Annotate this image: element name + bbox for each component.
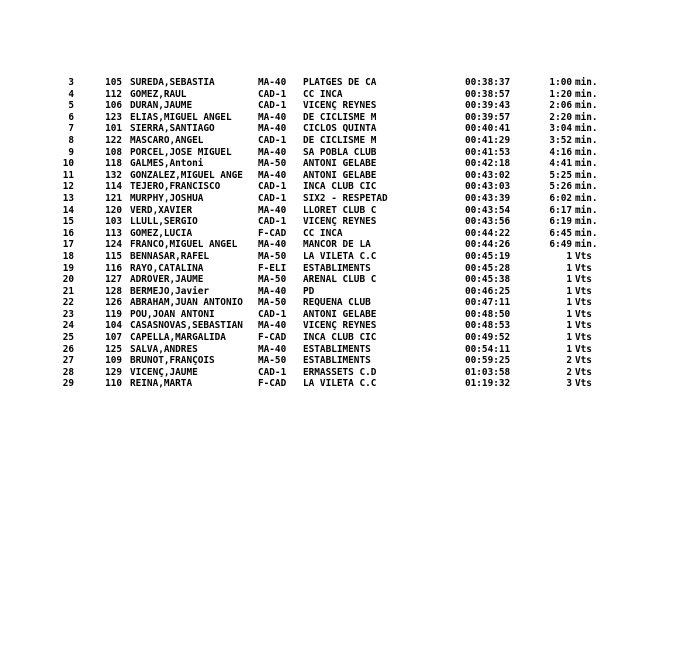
category-cell: MA-50: [258, 250, 287, 262]
finish-time-cell: 00:48:50: [465, 308, 511, 320]
bib-number-cell: 103: [105, 216, 122, 228]
rider-name-cell: VICENÇ,JAUME: [130, 366, 198, 378]
result-row: [0, 112, 673, 124]
finish-time-cell: 00:54:11: [465, 343, 511, 355]
rider-name-cell: SIERRA,SANTIAGO: [130, 123, 215, 135]
club-cell: LLORET CLUB C: [303, 204, 377, 216]
result-row: [0, 158, 673, 170]
rider-name-cell: REINA,MARTA: [130, 378, 193, 390]
gap-unit-cell: min.: [575, 123, 598, 135]
position-cell: 15: [62, 216, 74, 228]
club-cell: SA POBLA CLUB: [303, 146, 377, 158]
finish-time-cell: 00:39:43: [465, 100, 511, 112]
gap-cell: 1: [566, 262, 572, 274]
bib-number-cell: 116: [105, 262, 122, 274]
rider-name-cell: LLULL,SERGIO: [130, 216, 198, 228]
bib-number-cell: 106: [105, 100, 122, 112]
bib-number-cell: 107: [105, 332, 122, 344]
category-cell: CAD-1: [258, 308, 287, 320]
result-row: [0, 286, 673, 298]
gap-unit-cell: Vts: [575, 274, 592, 286]
bib-number-cell: 119: [105, 308, 122, 320]
position-cell: 20: [62, 274, 74, 286]
gap-cell: 5:25: [549, 169, 572, 181]
rider-name-cell: ABRAHAM,JUAN ANTONIO: [130, 297, 243, 309]
club-cell: DE CICLISME M: [303, 134, 377, 146]
finish-time-cell: 00:43:56: [465, 216, 511, 228]
position-cell: 6: [68, 111, 74, 123]
rider-name-cell: CAPELLA,MARGALIDA: [130, 332, 226, 344]
rider-name-cell: SUREDA,SEBASTIA: [130, 77, 215, 88]
finish-time-cell: 00:38:37: [465, 77, 511, 88]
category-cell: MA-50: [258, 355, 287, 367]
category-cell: MA-40: [258, 169, 287, 181]
club-cell: ESTABLIMENTS: [303, 343, 371, 355]
gap-unit-cell: min.: [575, 227, 598, 239]
bib-number-cell: 105: [105, 77, 122, 88]
result-row: [0, 100, 673, 112]
gap-cell: 6:49: [549, 239, 572, 251]
bib-number-cell: 110: [105, 378, 122, 390]
gap-cell: 4:41: [549, 158, 572, 170]
bib-number-cell: 112: [105, 88, 122, 100]
gap-cell: 2: [566, 355, 572, 367]
rider-name-cell: FRANCO,MIGUEL ANGEL: [130, 239, 238, 251]
gap-unit-cell: Vts: [575, 378, 592, 390]
bib-number-cell: 118: [105, 158, 122, 170]
gap-unit-cell: min.: [575, 239, 598, 251]
gap-unit-cell: Vts: [575, 366, 592, 378]
position-cell: 12: [62, 181, 74, 193]
gap-unit-cell: Vts: [575, 262, 592, 274]
result-row: [0, 251, 673, 263]
bib-number-cell: 125: [105, 343, 122, 355]
club-cell: LA VILETA C.C: [303, 378, 377, 390]
rider-name-cell: GONZALEZ,MIGUEL ANGE: [130, 169, 243, 181]
club-cell: ESTABLIMENTS: [303, 262, 371, 274]
bib-number-cell: 109: [105, 355, 122, 367]
gap-unit-cell: Vts: [575, 343, 592, 355]
club-cell: ANTONI GELABE: [303, 158, 377, 170]
gap-cell: 5:26: [549, 181, 572, 193]
result-row: [0, 332, 673, 344]
rider-name-cell: PORCEL,JOSE MIGUEL: [130, 146, 232, 158]
finish-time-cell: 00:49:52: [465, 332, 511, 344]
gap-cell: 6:02: [549, 192, 572, 204]
bib-number-cell: 104: [105, 320, 122, 332]
gap-unit-cell: min.: [575, 192, 598, 204]
results-list: [0, 77, 673, 390]
category-cell: F-CAD: [258, 378, 287, 390]
finish-time-cell: 01:03:58: [465, 366, 511, 378]
result-row: [0, 181, 673, 193]
position-cell: 21: [62, 285, 74, 297]
category-cell: MA-40: [258, 146, 287, 158]
position-cell: 18: [62, 250, 74, 262]
bib-number-cell: 108: [105, 146, 122, 158]
gap-unit-cell: min.: [575, 216, 598, 228]
gap-cell: 3: [566, 378, 572, 390]
result-row: [0, 228, 673, 240]
rider-name-cell: SALVA,ANDRES: [130, 343, 198, 355]
category-cell: MA-40: [258, 239, 287, 251]
result-row: [0, 344, 673, 356]
result-row: [0, 274, 673, 286]
result-row: [0, 239, 673, 251]
club-cell: VICENÇ REYNES: [303, 216, 377, 228]
category-cell: F-CAD: [258, 227, 287, 239]
category-cell: MA-40: [258, 77, 287, 88]
rider-name-cell: ELIAS,MIGUEL ANGEL: [130, 111, 232, 123]
position-cell: 25: [62, 332, 74, 344]
position-cell: 10: [62, 158, 74, 170]
finish-time-cell: 00:43:54: [465, 204, 511, 216]
finish-time-cell: 00:45:19: [465, 250, 511, 262]
result-row: [0, 170, 673, 182]
club-cell: CICLOS QUINTA: [303, 123, 377, 135]
finish-time-cell: 00:42:18: [465, 158, 511, 170]
club-cell: MANCOR DE LA: [303, 239, 371, 251]
result-row: [0, 309, 673, 321]
finish-time-cell: 00:47:11: [465, 297, 511, 309]
bib-number-cell: 128: [105, 285, 122, 297]
finish-time-cell: 00:39:57: [465, 111, 511, 123]
position-cell: 29: [62, 378, 74, 390]
gap-unit-cell: min.: [575, 146, 598, 158]
result-row: [0, 89, 673, 101]
rider-name-cell: DURAN,JAUME: [130, 100, 193, 112]
gap-unit-cell: Vts: [575, 320, 592, 332]
position-cell: 27: [62, 355, 74, 367]
bib-number-cell: 113: [105, 227, 122, 239]
rider-name-cell: TEJERO,FRANCISCO: [130, 181, 221, 193]
finish-time-cell: 01:19:32: [465, 378, 511, 390]
finish-time-cell: 00:41:29: [465, 134, 511, 146]
position-cell: 17: [62, 239, 74, 251]
gap-unit-cell: Vts: [575, 250, 592, 262]
category-cell: CAD-1: [258, 216, 287, 228]
club-cell: CC INCA: [303, 88, 343, 100]
category-cell: CAD-1: [258, 366, 287, 378]
gap-unit-cell: Vts: [575, 308, 592, 320]
category-cell: MA-40: [258, 320, 287, 332]
club-cell: PD: [303, 285, 315, 297]
gap-unit-cell: min.: [575, 204, 598, 216]
finish-time-cell: 00:38:57: [465, 88, 511, 100]
gap-cell: 1: [566, 250, 572, 262]
bib-number-cell: 120: [105, 204, 122, 216]
position-cell: 8: [68, 134, 74, 146]
finish-time-cell: 00:44:22: [465, 227, 511, 239]
rider-name-cell: MURPHY,JOSHUA: [130, 192, 204, 204]
gap-unit-cell: min.: [575, 111, 598, 123]
gap-unit-cell: min.: [575, 134, 598, 146]
position-cell: 16: [62, 227, 74, 239]
bib-number-cell: 114: [105, 181, 122, 193]
bib-number-cell: 124: [105, 239, 122, 251]
result-row: [0, 135, 673, 147]
gap-unit-cell: min.: [575, 158, 598, 170]
gap-cell: 1: [566, 308, 572, 320]
result-row: [0, 205, 673, 217]
position-cell: 7: [68, 123, 74, 135]
position-cell: 5: [68, 100, 74, 112]
category-cell: F-ELI: [258, 262, 287, 274]
category-cell: CAD-1: [258, 88, 287, 100]
rider-name-cell: VERD,XAVIER: [130, 204, 193, 216]
gap-cell: 2:06: [549, 100, 572, 112]
gap-cell: 1:00: [549, 77, 572, 88]
rider-name-cell: POU,JOAN ANTONI: [130, 308, 215, 320]
club-cell: ANTONI GELABE: [303, 308, 377, 320]
finish-time-cell: 00:41:53: [465, 146, 511, 158]
finish-time-cell: 00:48:53: [465, 320, 511, 332]
bib-number-cell: 127: [105, 274, 122, 286]
gap-unit-cell: min.: [575, 77, 598, 88]
gap-cell: 1: [566, 297, 572, 309]
gap-cell: 3:52: [549, 134, 572, 146]
club-cell: CC INCA: [303, 227, 343, 239]
club-cell: ANTONI GELABE: [303, 169, 377, 181]
rider-name-cell: BRUNOT,FRANÇOIS: [130, 355, 215, 367]
club-cell: REQUENA CLUB: [303, 297, 371, 309]
finish-time-cell: 00:45:38: [465, 274, 511, 286]
finish-time-cell: 00:46:25: [465, 285, 511, 297]
position-cell: 14: [62, 204, 74, 216]
position-cell: 24: [62, 320, 74, 332]
result-row: [0, 297, 673, 309]
rider-name-cell: BERMEJO,Javier: [130, 285, 210, 297]
position-cell: 11: [62, 169, 74, 181]
category-cell: MA-40: [258, 343, 287, 355]
rider-name-cell: GOMEZ,LUCIA: [130, 227, 193, 239]
category-cell: MA-40: [258, 123, 287, 135]
position-cell: 22: [62, 297, 74, 309]
position-cell: 26: [62, 343, 74, 355]
gap-cell: 1: [566, 285, 572, 297]
category-cell: CAD-1: [258, 134, 287, 146]
gap-cell: 6:45: [549, 227, 572, 239]
position-cell: 4: [68, 88, 74, 100]
result-row: [0, 263, 673, 275]
category-cell: MA-50: [258, 274, 287, 286]
club-cell: PLATGES DE CA: [303, 77, 377, 88]
finish-time-cell: 00:40:41: [465, 123, 511, 135]
gap-cell: 1: [566, 332, 572, 344]
gap-cell: 6:17: [549, 204, 572, 216]
rider-name-cell: MASCARO,ANGEL: [130, 134, 204, 146]
gap-cell: 3:04: [549, 123, 572, 135]
category-cell: CAD-1: [258, 181, 287, 193]
gap-cell: 2: [566, 366, 572, 378]
result-row: [0, 320, 673, 332]
bib-number-cell: 115: [105, 250, 122, 262]
rider-name-cell: GALMES,Antoni: [130, 158, 204, 170]
bib-number-cell: 126: [105, 297, 122, 309]
club-cell: INCA CLUB CIC: [303, 181, 377, 193]
bib-number-cell: 132: [105, 169, 122, 181]
gap-cell: 1: [566, 274, 572, 286]
result-row: [0, 193, 673, 205]
category-cell: F-CAD: [258, 332, 287, 344]
result-row: [0, 367, 673, 379]
club-cell: ESTABLIMENTS: [303, 355, 371, 367]
rider-name-cell: ADROVER,JAUME: [130, 274, 204, 286]
finish-time-cell: 00:43:39: [465, 192, 511, 204]
gap-cell: 1: [566, 320, 572, 332]
bib-number-cell: 101: [105, 123, 122, 135]
category-cell: CAD-1: [258, 192, 287, 204]
club-cell: VICENÇ REYNES: [303, 320, 377, 332]
gap-unit-cell: Vts: [575, 332, 592, 344]
category-cell: MA-50: [258, 158, 287, 170]
position-cell: 9: [68, 146, 74, 158]
club-cell: ARENAL CLUB C: [303, 274, 377, 286]
position-cell: 19: [62, 262, 74, 274]
gap-unit-cell: Vts: [575, 355, 592, 367]
gap-unit-cell: Vts: [575, 285, 592, 297]
club-cell: DE CICLISME M: [303, 111, 377, 123]
result-row: [0, 123, 673, 135]
position-cell: 28: [62, 366, 74, 378]
finish-time-cell: 00:59:25: [465, 355, 511, 367]
bib-number-cell: 122: [105, 134, 122, 146]
finish-time-cell: 00:43:03: [465, 181, 511, 193]
club-cell: SIX2 - RESPETAD: [303, 192, 388, 204]
category-cell: MA-50: [258, 297, 287, 309]
gap-unit-cell: min.: [575, 100, 598, 112]
result-row: [0, 355, 673, 367]
gap-cell: 2:20: [549, 111, 572, 123]
gap-unit-cell: min.: [575, 169, 598, 181]
club-cell: LA VILETA C.C: [303, 250, 377, 262]
result-row: [0, 147, 673, 159]
rider-name-cell: BENNASAR,RAFEL: [130, 250, 210, 262]
gap-cell: 6:19: [549, 216, 572, 228]
category-cell: CAD-1: [258, 100, 287, 112]
bib-number-cell: 121: [105, 192, 122, 204]
category-cell: MA-40: [258, 204, 287, 216]
gap-cell: 1: [566, 343, 572, 355]
club-cell: ERMASSETS C.D: [303, 366, 377, 378]
bib-number-cell: 123: [105, 111, 122, 123]
gap-cell: 4:16: [549, 146, 572, 158]
finish-time-cell: 00:43:02: [465, 169, 511, 181]
finish-time-cell: 00:45:28: [465, 262, 511, 274]
position-cell: 23: [62, 308, 74, 320]
rider-name-cell: RAYO,CATALINA: [130, 262, 204, 274]
result-row: [0, 378, 673, 390]
position-cell: 3: [68, 77, 74, 88]
position-cell: 13: [62, 192, 74, 204]
gap-unit-cell: Vts: [575, 297, 592, 309]
result-row: [0, 77, 673, 89]
gap-cell: 1:20: [549, 88, 572, 100]
rider-name-cell: GOMEZ,RAUL: [130, 88, 187, 100]
category-cell: MA-40: [258, 111, 287, 123]
bib-number-cell: 129: [105, 366, 122, 378]
gap-unit-cell: min.: [575, 88, 598, 100]
category-cell: MA-40: [258, 285, 287, 297]
gap-unit-cell: min.: [575, 181, 598, 193]
finish-time-cell: 00:44:26: [465, 239, 511, 251]
rider-name-cell: CASASNOVAS,SEBASTIAN: [130, 320, 243, 332]
club-cell: VICENÇ REYNES: [303, 100, 377, 112]
club-cell: INCA CLUB CIC: [303, 332, 377, 344]
result-row: [0, 216, 673, 228]
